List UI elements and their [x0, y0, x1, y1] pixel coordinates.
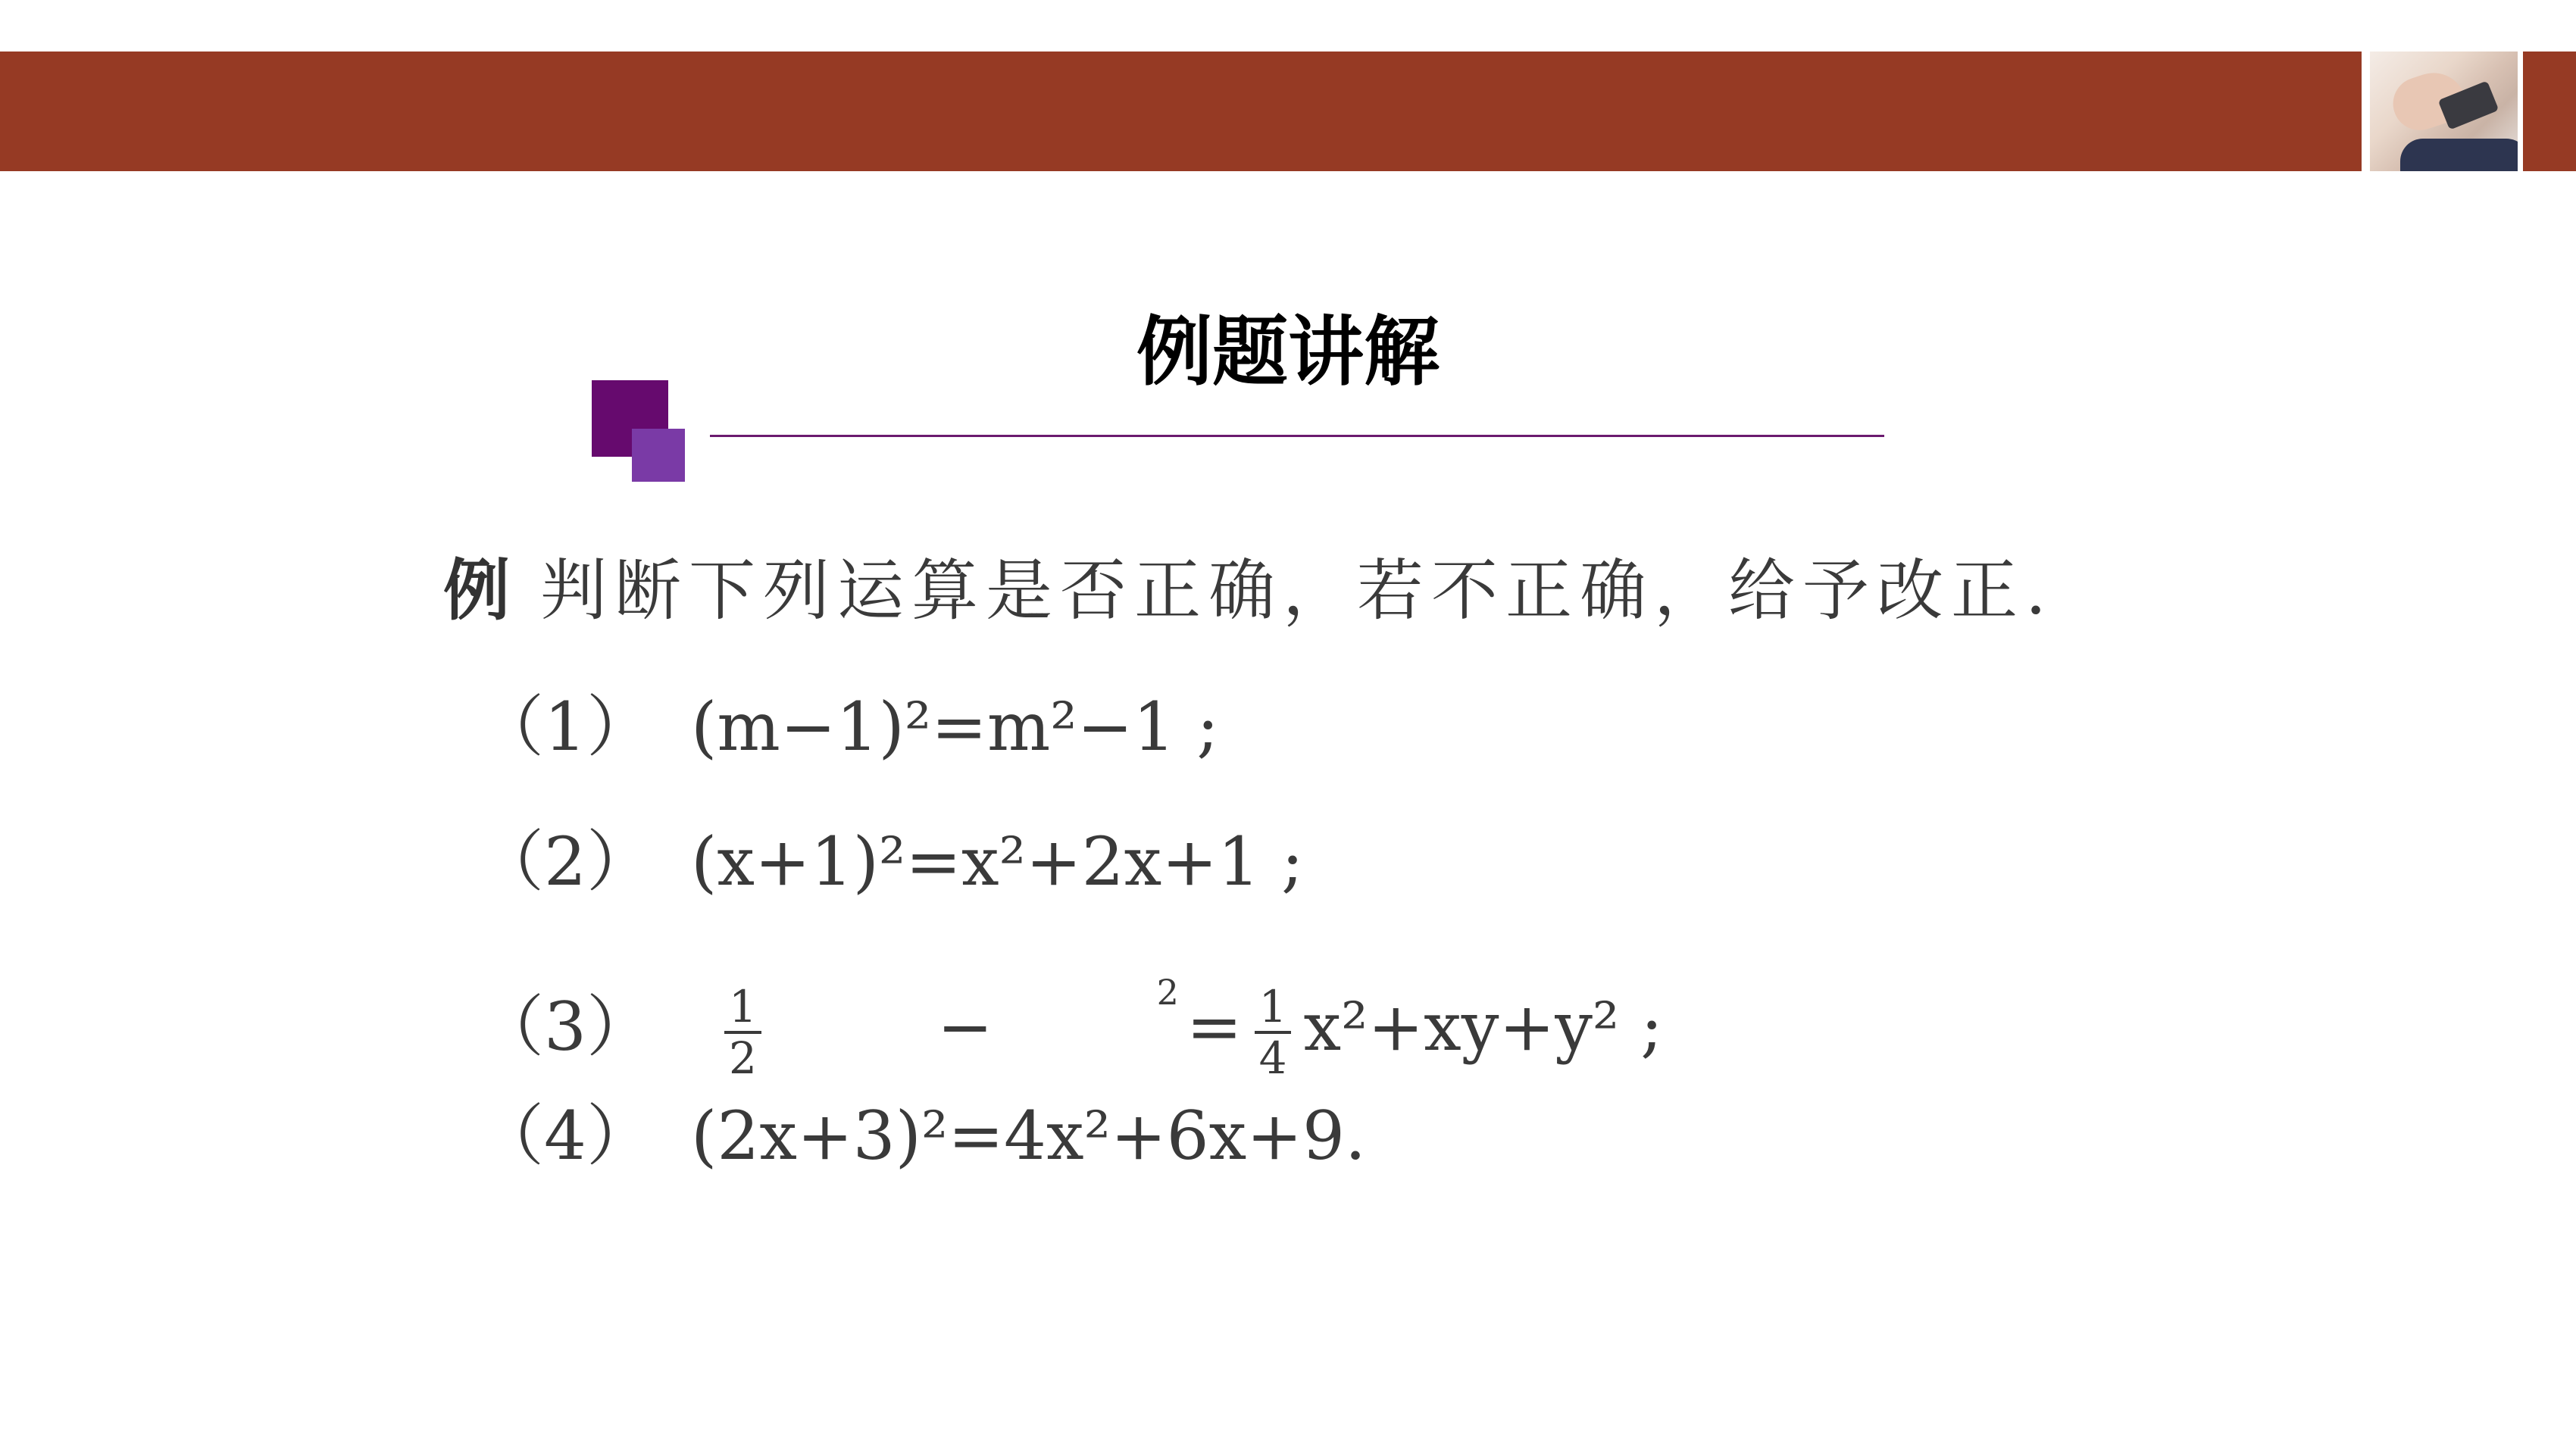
item-number: （4）	[477, 1097, 653, 1175]
item-expression: (x+1)²=x²+2x+1 ;	[691, 823, 1304, 901]
decor-square-light	[632, 429, 685, 482]
item-expression: (2x+3)²=4x²+6x+9.	[691, 1097, 1366, 1175]
fraction-denominator: 2	[728, 1032, 757, 1085]
item-expression: (m−1)²=m²−1 ;	[691, 688, 1219, 766]
minus-sign: −	[936, 988, 993, 1066]
item-expression: x²+xy+y² ;	[1303, 988, 1663, 1066]
list-item	[477, 820, 1304, 904]
fraction-numerator: 1	[724, 982, 761, 1034]
header-photo	[2370, 52, 2518, 171]
list-item	[477, 685, 1219, 769]
fraction-denominator: 4	[1258, 1032, 1287, 1085]
item-number: （1）	[477, 688, 653, 766]
fraction-numerator: 1	[1255, 982, 1292, 1034]
equals-sign: =	[1186, 988, 1243, 1066]
title-underline	[710, 435, 1884, 437]
header-band-end	[2523, 52, 2576, 171]
problem-statement-line	[443, 549, 2054, 632]
exponent: 2	[1156, 972, 1179, 1013]
fraction-right	[1255, 981, 1292, 1085]
item-number: （3）	[477, 988, 653, 1066]
photo-sleeve	[2400, 139, 2518, 171]
list-item	[477, 951, 1663, 1085]
header-band	[0, 52, 2362, 171]
item-number: （2）	[477, 823, 653, 901]
list-item	[477, 1095, 1366, 1178]
section-title: 例题讲解	[1136, 308, 1440, 396]
fraction-left	[724, 981, 761, 1085]
example-label: 例	[443, 551, 511, 629]
problem-statement: 判断下列运算是否正确，若不正确，给予改正.	[540, 551, 2054, 629]
